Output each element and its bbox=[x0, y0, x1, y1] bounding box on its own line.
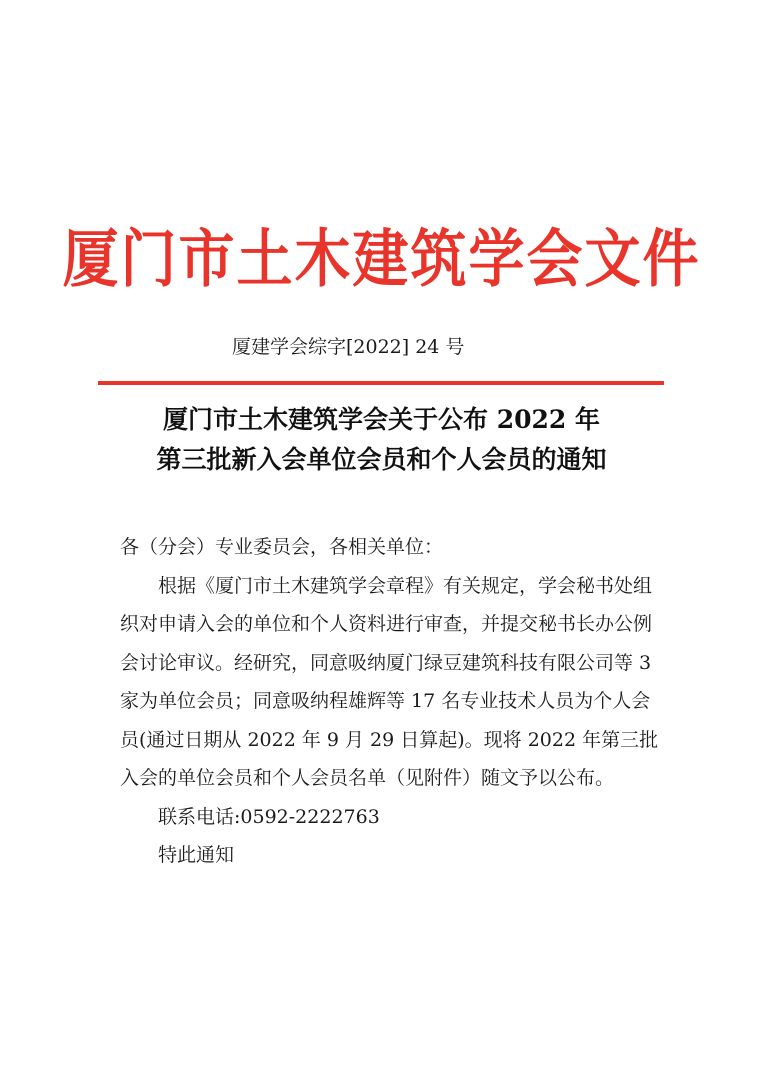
red-divider-line bbox=[98, 381, 664, 385]
notice-title-line-2: 第三批新入会单位会员和个人会员的通知 bbox=[156, 445, 607, 474]
contact-phone: 联系电话:0592-2222763 bbox=[158, 805, 380, 828]
main-paragraph: 根据《厦门市土木建筑学会章程》有关规定，学会秘书处组织对申请入会的单位和个人资料进行审查，并提交秘书长办公例会讨论审议。经研究，同意吸纳厦门绿豆建筑科技有限公司等 3 家为单位会员；同意吸纳程雄辉等 17 名专业技术人员为个人会员(通过日期从 2022 年 9 月 29 日算起)。现将 2022 年第三批入会的单位会员和个人会员名单（见附件）随文予以公布。 bbox=[120, 574, 659, 789]
notice-body bbox=[120, 528, 660, 875]
notice-title bbox=[0, 400, 763, 480]
notice-title-line-1: 厦门市土木建筑学会关于公布 2022 年 bbox=[163, 405, 600, 434]
closing-text: 特此通知 bbox=[158, 844, 235, 866]
org-document-header-title: 厦门市土木建筑学会文件 bbox=[62, 222, 701, 297]
document-number: 厦建学会综字[2022] 24 号 bbox=[232, 336, 465, 358]
salutation: 各（分会）专业委员会，各相关单位： bbox=[120, 536, 444, 558]
